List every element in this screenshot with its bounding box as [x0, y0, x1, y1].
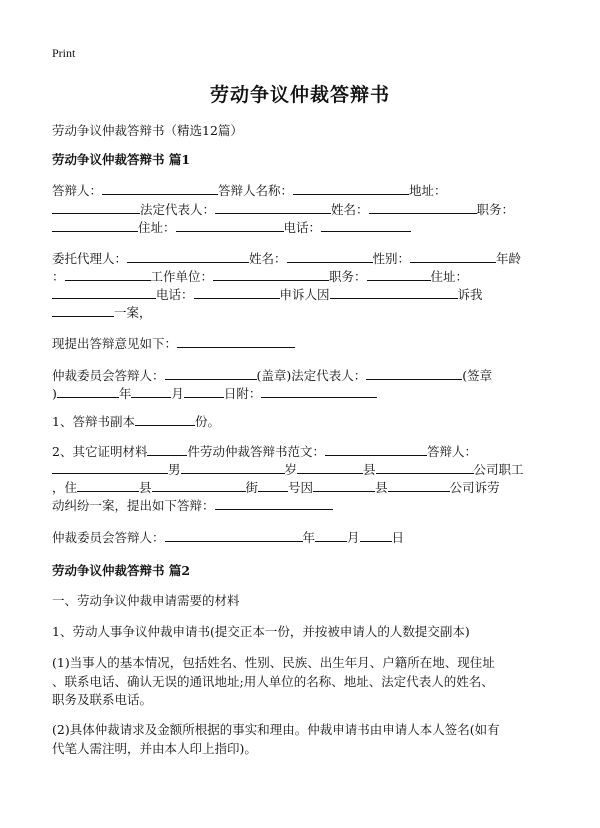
label: 县	[375, 480, 388, 495]
label: 工作单位：	[150, 269, 214, 284]
paragraph-line: 代笔人需注明，并由本人印上指印)。	[52, 741, 257, 756]
label: 年	[118, 386, 132, 401]
form-line-3	[52, 219, 556, 237]
form-line-11	[52, 413, 556, 431]
blank-field	[325, 443, 427, 456]
label: 答辩人名称：	[218, 183, 294, 198]
document-title: 劳动争议仲裁答辩书	[209, 84, 390, 106]
blank-field	[258, 479, 288, 492]
blank-field	[152, 479, 246, 492]
blank-field	[165, 529, 303, 542]
blank-field	[147, 443, 187, 456]
form-line-15	[52, 497, 556, 515]
label: 答辩人：	[426, 444, 477, 459]
label: 姓名：	[249, 251, 287, 266]
label: (签章	[462, 368, 493, 383]
form-line-16	[52, 529, 556, 547]
label: )	[52, 386, 57, 401]
paragraph: 1、劳动人事争议仲裁申请书(提交正本一份，并按被申请人的人数提交副本)	[52, 624, 470, 639]
label: 岁	[284, 462, 298, 477]
blank-field	[52, 219, 138, 232]
blank-field	[65, 268, 151, 281]
blank-field	[360, 529, 392, 542]
paragraph-line: 、联系电话、确认无误的通讯地址;用人单位的名称、地址、法定代表人的姓名、	[52, 674, 494, 689]
label: 诉我	[457, 287, 483, 302]
label: 2、其它证明材料	[52, 444, 148, 459]
label: 职务：	[329, 269, 367, 284]
label: 公司诉劳	[449, 480, 500, 495]
label: 年	[302, 530, 316, 545]
label: 街	[245, 480, 259, 495]
blank-field	[194, 286, 280, 299]
blank-field	[215, 201, 331, 214]
blank-field	[52, 304, 114, 317]
label: 县	[139, 480, 152, 495]
label: 电话：	[283, 220, 322, 235]
blank-field	[376, 461, 474, 474]
blank-field	[52, 201, 140, 214]
blank-field	[131, 385, 171, 398]
blank-field	[369, 201, 477, 214]
label: 地址：	[409, 183, 447, 198]
blank-field	[213, 268, 329, 281]
blank-field	[297, 461, 363, 474]
label: 住址：	[430, 269, 469, 284]
section2-heading: 劳动争议仲裁答辩书 篇2	[52, 563, 191, 578]
label: 年龄	[496, 251, 522, 266]
paragraph-line: 职务及联系电话。	[52, 692, 153, 707]
label: 日	[391, 530, 405, 545]
blank-field	[366, 367, 462, 380]
label: 仲裁委员会答辩人：	[52, 530, 165, 545]
label: ，住	[52, 480, 78, 495]
blank-field	[287, 250, 373, 263]
label: 一案，	[114, 305, 152, 320]
blank-field	[388, 479, 450, 492]
blank-field	[261, 385, 377, 398]
label: 份。	[194, 414, 220, 429]
blank-field	[102, 182, 218, 195]
blank-field	[165, 367, 257, 380]
form-line-12	[52, 443, 556, 461]
paragraph-line: (1)当事人的基本情况，包括姓名、性别、民族、出生年月、户籍所在地、现住址	[52, 655, 495, 670]
label: 公司职工	[473, 462, 524, 477]
blank-field	[367, 268, 431, 281]
label: ：	[52, 269, 65, 284]
blank-field	[52, 286, 156, 299]
blank-field	[215, 497, 333, 510]
blank-field	[77, 479, 139, 492]
blank-field	[57, 385, 119, 398]
label: 法定代表人：	[140, 202, 216, 217]
blank-field	[181, 461, 285, 474]
form-line-8	[52, 335, 556, 353]
label: 号因	[288, 480, 314, 495]
label: 性别：	[372, 251, 411, 266]
blank-field	[410, 250, 496, 263]
section1-heading: 劳动争议仲裁答辩书 篇1	[52, 152, 191, 167]
form-line-9	[52, 367, 556, 385]
form-line-5	[52, 268, 556, 286]
form-line-7	[52, 304, 556, 322]
label: 日附：	[223, 386, 262, 401]
blank-field	[313, 479, 375, 492]
blank-field	[293, 182, 409, 195]
label: 动纠纷一案，提出如下答辩：	[52, 498, 215, 513]
form-line-10	[52, 385, 556, 403]
blank-field	[184, 385, 224, 398]
form-line-13	[52, 461, 556, 479]
paragraph: 一、劳动争议仲裁申请需要的材料	[52, 593, 240, 608]
label: 住址：	[138, 220, 176, 235]
label: 月	[347, 530, 360, 545]
blank-field	[330, 286, 458, 299]
label: 男	[168, 462, 181, 477]
blank-field	[52, 461, 168, 474]
form-line-14	[52, 479, 556, 497]
label: (盖章)法定代表人：	[256, 368, 367, 383]
label: 委托代理人：	[52, 251, 128, 266]
label: 电话：	[156, 287, 194, 302]
label: 件劳动仲裁答辩书范文：	[187, 444, 325, 459]
label: 申诉人因	[279, 287, 330, 302]
blank-field	[177, 335, 295, 348]
label: 1、答辩书副本	[52, 414, 135, 429]
label: 答辩人：	[52, 183, 103, 198]
form-line-1	[52, 182, 556, 200]
blank-field	[127, 250, 249, 263]
label: 县	[363, 462, 376, 477]
blank-field	[135, 413, 195, 426]
form-line-2	[52, 201, 556, 219]
document-subtitle: 劳动争议仲裁答辩书（精选12篇）	[52, 123, 243, 138]
form-line-6	[52, 286, 556, 304]
paragraph-line: (2)具体仲裁请求及金额所根据的事实和理由。仲裁申请书由申请人本人签名(如有	[52, 722, 500, 737]
blank-field	[176, 219, 284, 232]
blank-field	[315, 529, 347, 542]
form-line-4	[52, 250, 556, 268]
blank-field	[321, 219, 411, 232]
label: 仲裁委员会答辩人：	[52, 368, 165, 383]
label: 月	[171, 386, 184, 401]
print-label[interactable]: Print	[52, 46, 76, 60]
label: 姓名：	[331, 202, 369, 217]
label: 职务：	[476, 202, 515, 217]
label: 现提出答辩意见如下：	[52, 336, 178, 351]
